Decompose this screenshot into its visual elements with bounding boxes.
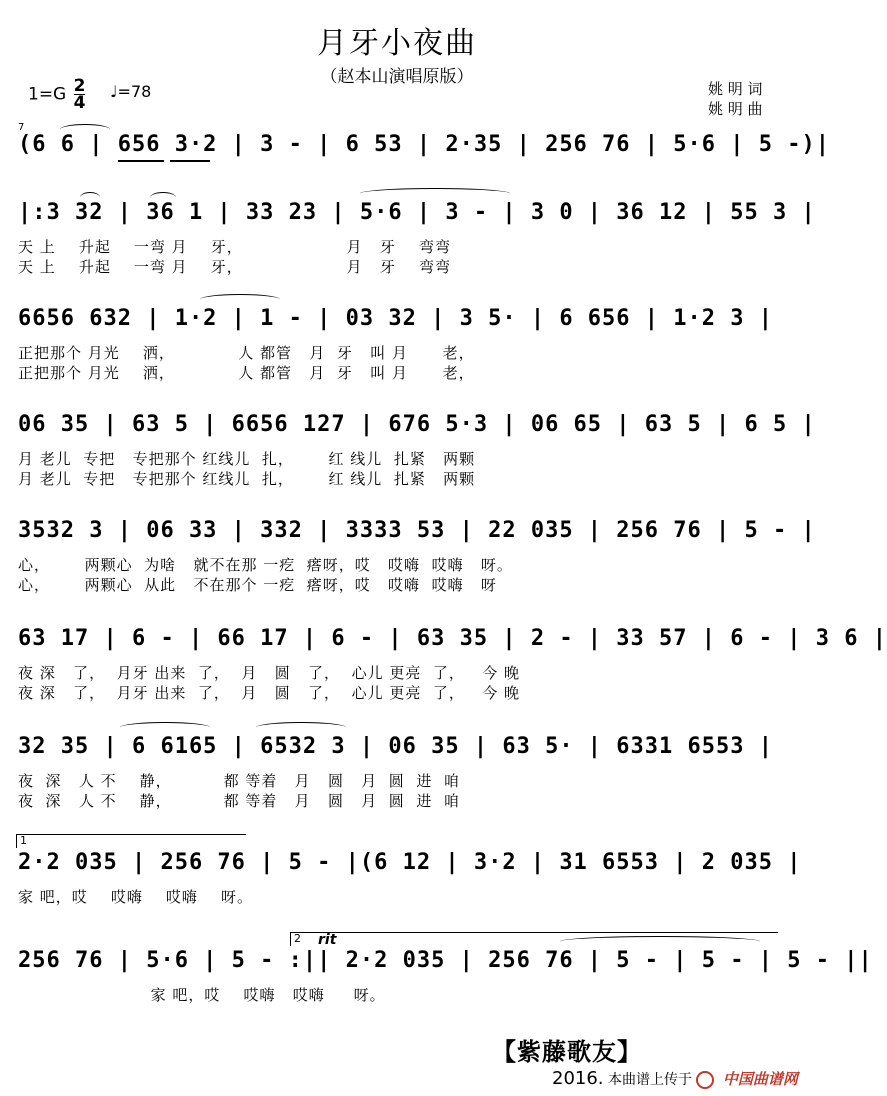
system-notes: 256 76 | 5·6 | 5 - :|| 2·2 035 | 256 76 | 5 - | 5 - | 5 - || [18,948,873,973]
lyric-line: 月 老儿 专把 专把那个 红线儿 扎， 红 线儿 扎紧 两颗 [18,470,476,488]
key-label: 1=G [28,84,67,105]
song-subtitle: （赵本山演唱原版） [320,67,474,87]
system-notes: 32 35 | 6 6165 | 6532 3 | 06 35 | 63 5· | 6331 6553 | [18,734,773,759]
system-notes: 2·2 035 | 256 76 | 5 - |(6 12 | 3·2 | 31 6553 | 2 035 | [18,850,802,875]
ritardando-marking: rit [318,932,337,948]
upload-year: 2016. [552,1068,604,1089]
volta-bracket [290,932,291,946]
volta-number: 2 [294,932,301,945]
system-notes: 63 17 | 6 - | 66 17 | 6 - | 63 35 | 2 - | 33 57 | 6 - | 3 6 | [18,626,887,651]
score-system-chorus-2 [0,730,794,812]
lyric-line: 夜 深 人 不 静， 都 等着 月 圆 月 圆 进 咱 [18,772,460,790]
beam-underline [118,160,164,162]
lyric-line: 夜 深 了， 月牙 出来 了， 月 圆 了， 心儿 更亮 了， 今 晚 [18,664,520,682]
slur-mark [120,722,210,733]
song-title: 月牙小夜曲 [317,26,477,61]
volta-bracket [16,834,17,848]
slur-mark [150,192,176,203]
lyric-line: 正把那个 月光 洒， 人 都管 月 牙 叫 月 老， [18,344,475,362]
lyricist-credit: 姚 明 词 [708,80,763,98]
slur-mark [360,188,510,199]
score-system-verse-4 [0,514,816,596]
score-system-intro [0,122,830,178]
site-logo-text: 中国曲谱网 [722,1070,798,1088]
beam-underline [170,160,210,162]
slur-mark [60,124,110,135]
composer-credit: 姚 明 曲 [708,100,763,118]
watermark-label: 【紫藤歌友】 [492,1038,642,1066]
lyric-line: 正把那个 月光 洒， 人 都管 月 牙 叫 月 老， [18,364,475,382]
slur-mark [80,192,100,203]
key-signature [28,78,85,111]
lyric-line: 心， 两颗心 为啥 就不在那 一疙 瘩呀，哎 哎嗨 哎嗨 呀。 [18,556,513,574]
time-signature-top: 2 [73,76,86,96]
volta-number: 1 [20,834,27,847]
site-logo-icon [696,1071,714,1089]
score-system-chorus-1 [0,622,887,704]
system-notes: 6656 632 | 1·2 | 1 - | 03 32 | 3 5· | 6 656 | 1·2 3 | [18,306,773,331]
time-signature-bottom: 4 [73,93,86,113]
system-notes: 06 35 | 63 5 | 6656 127 | 676 5·3 | 06 65 | 63 5 | 6 5 | [18,412,816,437]
system-notes: (6 6 | 656 3·2 | 3 - | 6 53 | 2·35 | 256 76 | 5·6 | 5 -)| [18,132,830,157]
upload-note: 本曲谱上传于 [607,1072,692,1088]
volta-bracket [16,834,246,835]
lyric-line: 天 上 升起 一弯 月 牙， 月 牙 弯弯 [18,238,451,256]
lyric-line: 夜 深 人 不 静， 都 等着 月 圆 月 圆 进 咱 [18,792,460,810]
lyric-line: 心， 两颗心 从此 不在那个 一疙 瘩呀，哎 哎嗨 哎嗨 呀 [18,576,497,594]
lyric-line: 天 上 升起 一弯 月 牙， 月 牙 弯弯 [18,258,451,276]
slur-mark [200,294,280,305]
score-system-ending-1 [0,834,802,910]
score-system-verse-1 [0,196,816,278]
score-system-verse-2 [0,302,794,384]
time-signature [74,78,86,111]
system-notes: 3532 3 | 06 33 | 332 | 3333 53 | 22 035 | 256 76 | 5 - | [18,518,816,543]
score-system-ending-2 [0,932,873,1008]
upload-footer [552,1068,798,1089]
tempo-marking: ♩=78 [110,82,152,101]
lyric-line: 家 吧，哎 哎嗨 哎嗨 呀。 [18,986,386,1004]
volta-bracket [290,932,778,933]
score-system-verse-3 [0,408,816,490]
lyric-line: 夜 深 了， 月牙 出来 了， 月 圆 了， 心儿 更亮 了， 今 晚 [18,684,520,702]
slur-mark [256,722,346,733]
grace-note-mark: 7 [18,122,25,133]
system-notes: |:3 32 | 36 1 | 33 23 | 5·6 | 3 - | 3 0 | 36 12 | 55 3 | [18,200,816,225]
slur-mark [560,936,760,947]
lyric-line: 家 吧，哎 哎嗨 哎嗨 呀。 [18,888,253,906]
lyric-line: 月 老儿 专把 专把那个 红线儿 扎， 红 线儿 扎紧 两颗 [18,450,476,468]
